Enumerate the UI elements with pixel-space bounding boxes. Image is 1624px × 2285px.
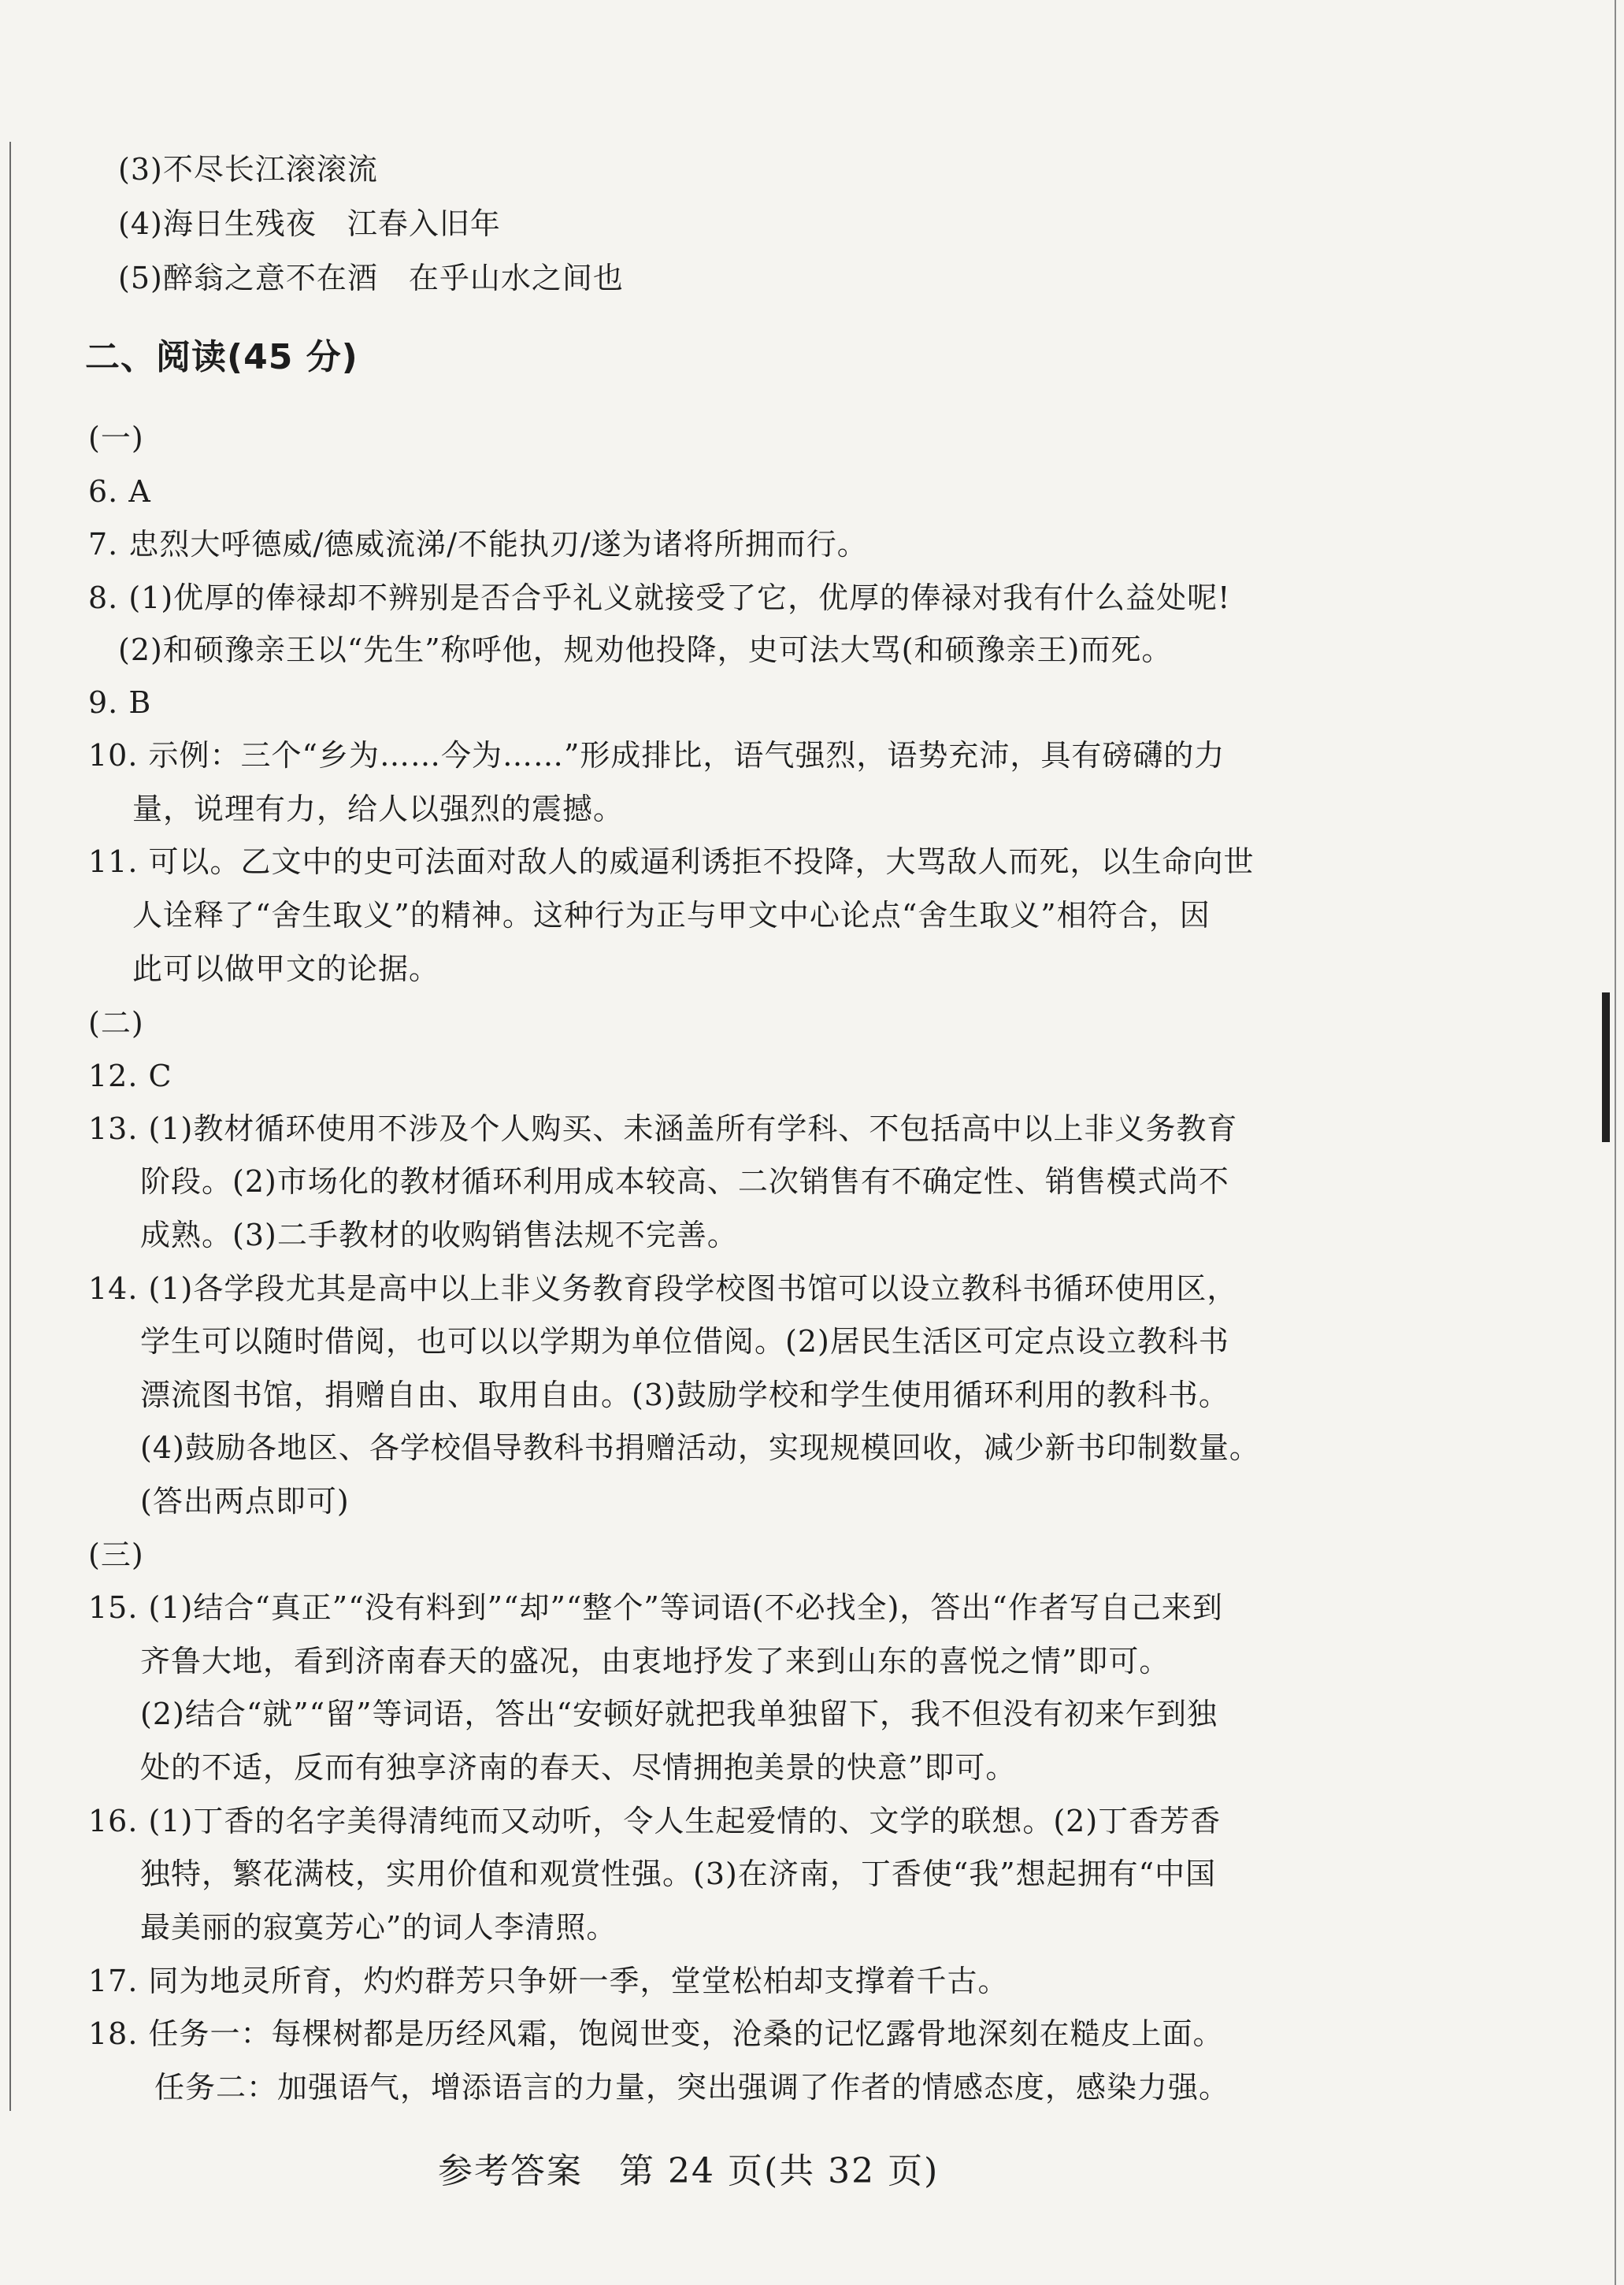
answer-11-b: 人诠释了“舍生取义”的精神。这种行为正与甲文中心论点“舍生取义”相符合，因 [132,898,1211,933]
page-footer: 参考答案 第 24 页(共 32 页) [438,2151,940,2191]
poem-line-5: (5)醉翁之意不在酒 在乎山水之间也 [118,261,624,295]
answer-15-d: 处的不适，反而有独享济南的春天、尽情拥抱美景的快意”即可。 [140,1750,1017,1785]
answer-18-a: 18. 任务一：每棵树都是历经风霜，饱阅世变，沧桑的记忆露骨地深刻在糙皮上面。 [88,2016,1224,2051]
answer-14-d: (4)鼓励各地区、各学校倡导教科书捐赠活动，实现规模回收，减少新书印制数量。 [140,1430,1260,1465]
section-heading-reading: 二、阅读(45 分) [85,337,358,377]
answer-15-a: 15. (1)结合“真正”“没有料到”“却”“整个”等词语(不必找全)，答出“作者写自己来到 [88,1590,1223,1625]
answer-6: 6. A [88,474,151,509]
answer-17: 17. 同为地灵所育，灼灼群芳只争妍一季，堂堂松柏却支撑着千古。 [88,1964,1009,1998]
answer-8-1: 8. (1)优厚的俸禄却不辨别是否合乎礼义就接受了它，优厚的俸禄对我有什么益处呢! [88,581,1231,615]
answer-7: 7. 忠烈大呼德威/德威流涕/不能执刃/遂为诸将所拥而行。 [88,527,868,562]
left-margin-line [9,142,11,2111]
answer-10-a: 10. 示例：三个“乡为……今为……”形成排比，语气强烈，语势充沛，具有磅礴的力 [88,738,1225,773]
answer-13-b: 阶段。(2)市场化的教材循环利用成本较高、二次销售有不确定性、销售模式尚不 [140,1164,1229,1199]
scan-mark-right [1602,992,1610,1142]
answer-14-c: 漂流图书馆，捐赠自由、取用自由。(3)鼓励学校和学生使用循环利用的教科书。 [140,1378,1229,1412]
answer-13-c: 成熟。(3)二手教材的收购销售法规不完善。 [140,1218,738,1252]
answer-14-b: 学生可以随时借阅，也可以以学期为单位借阅。(2)居民生活区可定点设立教科书 [140,1324,1229,1359]
poem-line-4: (4)海日生残夜 江春入旧年 [118,206,501,241]
answer-16-b: 独特，繁花满枝，实用价值和观赏性强。(3)在济南，丁香使“我”想起拥有“中国 [140,1857,1217,1891]
answer-18-b: 任务二：加强语气，增添语言的力量，突出强调了作者的情感态度，感染力强。 [154,2070,1230,2105]
part-label-3: (三) [88,1538,144,1572]
answer-15-b: 齐鲁大地，看到济南春天的盛况，由衷地抒发了来到山东的喜悦之情”即可。 [140,1644,1170,1679]
answer-8-2: (2)和硕豫亲王以“先生”称呼他，规劝他投降，史可法大骂(和硕豫亲王)而死。 [118,632,1173,667]
poem-line-3: (3)不尽长江滚滚流 [118,152,378,187]
answer-14-a: 14. (1)各学段尤其是高中以上非义务教育段学校图书馆可以设立教科书循环使用区， [88,1271,1238,1306]
right-margin-line [1615,0,1616,2285]
answer-16-a: 16. (1)丁香的名字美得清纯而又动听，令人生起爱情的、文学的联想。(2)丁香芳香 [88,1804,1222,1838]
answer-14-e: (答出两点即可) [140,1484,350,1519]
answer-10-b: 量，说理有力，给人以强烈的震撼。 [132,792,625,826]
answer-15-c: (2)结合“就”“留”等词语，答出“安顿好就把我单独留下，我不但没有初来乍到独 [140,1697,1218,1731]
part-label-2: (二) [88,1006,144,1040]
answer-16-c: 最美丽的寂寞芳心”的词人李清照。 [140,1910,617,1945]
answer-13-a: 13. (1)教材循环使用不涉及个人购买、未涵盖所有学科、不包括高中以上非义务教育 [88,1111,1238,1146]
answer-12: 12. C [88,1059,172,1093]
answer-11-a: 11. 可以。乙文中的史可法面对敌人的威逼利诱拒不投降，大骂敌人而死，以生命向世 [88,844,1255,879]
answer-11-c: 此可以做甲文的论据。 [132,951,440,986]
answer-9: 9. B [88,685,152,720]
part-label-1: (一) [88,421,144,455]
